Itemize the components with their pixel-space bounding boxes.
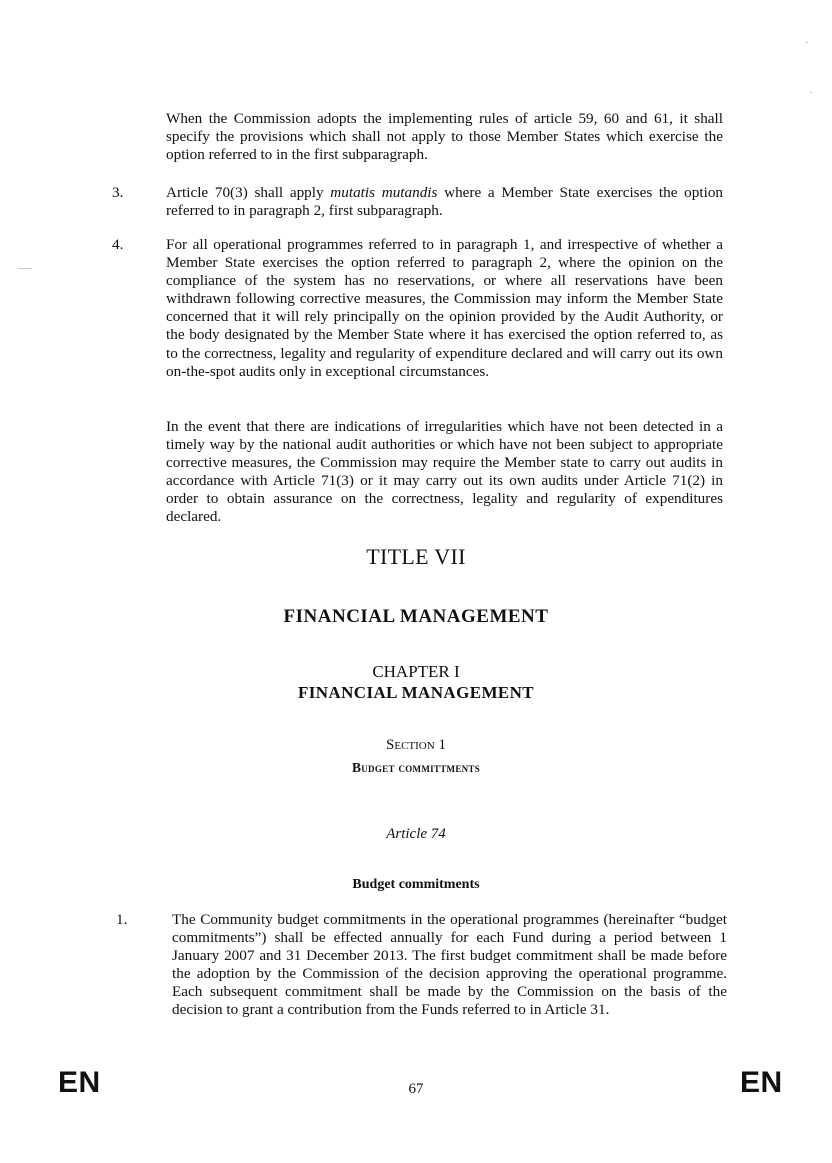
- paragraph-3-italic: mutatis mutandis: [330, 184, 438, 201]
- section-heading: Section 1: [386, 737, 446, 753]
- chapter-name: FINANCIAL MANAGEMENT: [297, 683, 535, 702]
- chapter-heading: CHAPTER I: [372, 662, 460, 681]
- title-heading: TITLE VII: [366, 544, 466, 569]
- intro-paragraph: When the Commission adopts the implementing rules of article 59, 60 and 61, it shall specify the provisions which shall not apply to those Member States which exercise the option referred to in the first subparagraph.: [166, 110, 723, 164]
- page-number: 67: [408, 1081, 424, 1097]
- paragraph-number-4: 4.: [112, 236, 124, 253]
- paragraph-3-text-after: where a Member State exercises the option referred to in paragraph 2, first subparagraph.: [166, 184, 724, 220]
- scan-speck: [806, 42, 808, 43]
- paragraph-3-text-before: Article 70(3) shall apply: [166, 184, 331, 201]
- scan-speck: [810, 92, 812, 93]
- paragraph-4: For all operational programmes referred to in paragraph 1, and irrespective of whether a Member State exercises the option referred to paragraph 2, where the opinion on the compliance of the system has no reservations, or where all reservations have been withdrawn following corrective measures, the Commission may inform the Member State concerned that it will rely principally on the opinion provided by the Audit Authority, or the body designated by the Member State where it has exercised the option referred to, as to the correctness, legality and regularity of expenditure declared and will carry out its own on-the-spot audits only in exceptional circumstances.: [166, 236, 723, 380]
- language-code-right: EN: [740, 1066, 783, 1099]
- article-title: Budget commitments: [352, 877, 480, 892]
- paragraph-3: [166, 184, 723, 220]
- paragraph-4-continuation: In the event that there are indications of irregularities which have not been detected in a timely way by the national audit authorities or which have not been subject to appropriate corrective measures, the Commission may require the Member state to carry out audits in accordance with Article 71(3) or it may carry out its own audits under Article 71(2) in order to obtain assurance on the correctness, legality and regularity of expenditures declared.: [166, 418, 723, 526]
- article-paragraph-1: The Community budget commitments in the operational programmes (hereinafter “budget commitments”) shall be effected annually for each Fund during a period between 1 January 2007 and 31 December 2013. The first budget commitment shall be made before the adoption by the Commission of the decision approving the operational programme. Each subsequent commitment shall be made by the Commission on the basis of the decision to grant a contribution from the Funds referred to in Article 31.: [172, 911, 727, 1019]
- title-name: FINANCIAL MANAGEMENT: [283, 606, 549, 627]
- scan-speck: [18, 268, 32, 269]
- language-code-left: EN: [58, 1066, 101, 1099]
- article-heading: Article 74: [386, 826, 446, 842]
- paragraph-number-3: 3.: [112, 184, 124, 201]
- article-paragraph-number-1: 1.: [116, 911, 128, 928]
- section-name: Budget committments: [351, 760, 481, 775]
